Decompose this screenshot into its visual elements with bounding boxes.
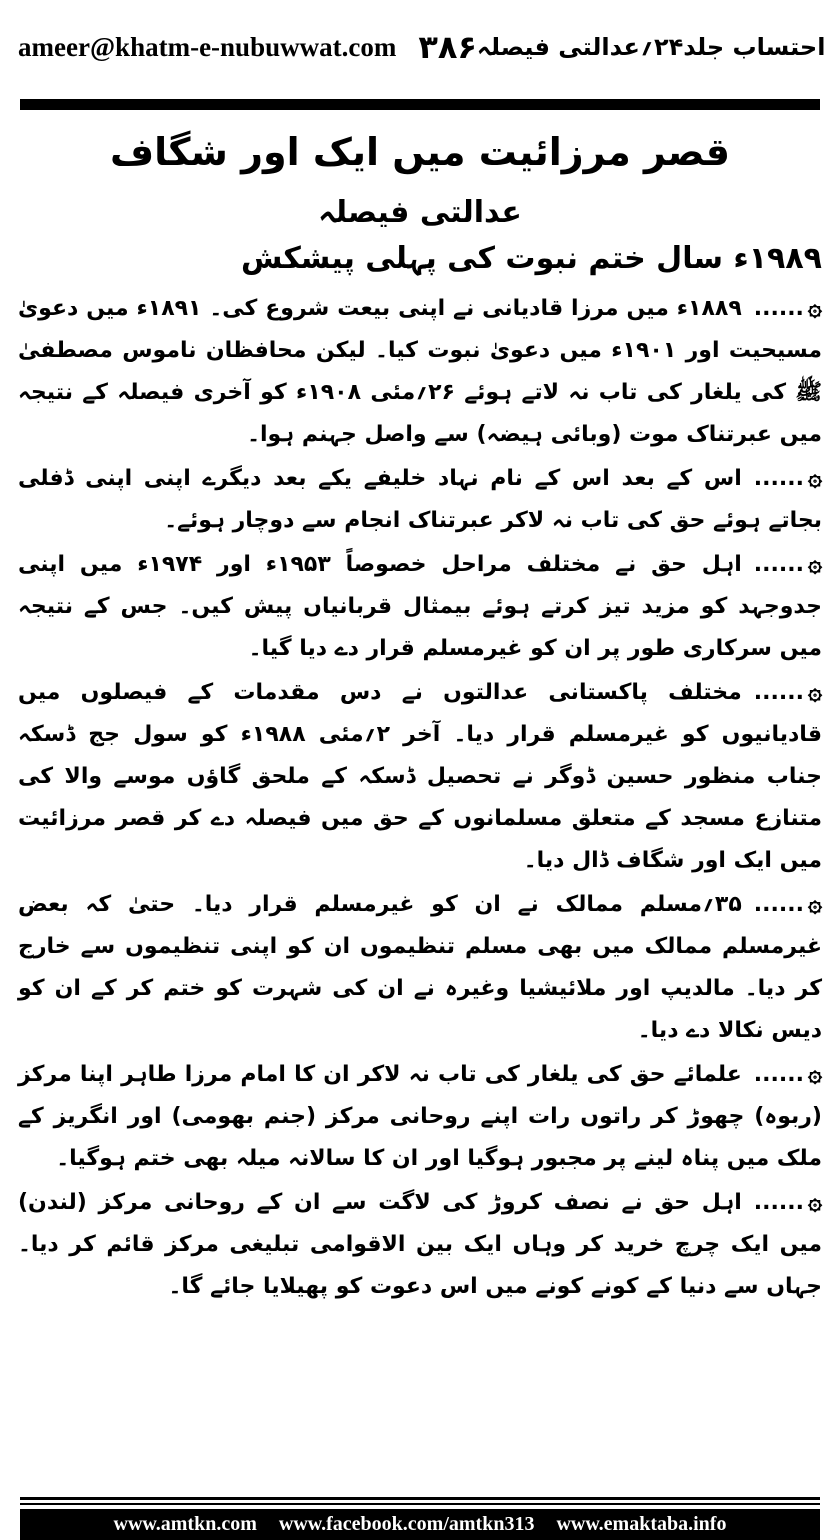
paragraph [18, 1180, 822, 1308]
footer-link[interactable]: www.emaktaba.info [556, 1513, 727, 1535]
paragraph [18, 1052, 822, 1180]
paragraph [18, 456, 822, 542]
header-rule [20, 99, 820, 110]
footer-link[interactable]: www.amtkn.com [113, 1513, 257, 1535]
leader-dots: ...... [753, 1062, 804, 1087]
paragraph [18, 286, 822, 456]
footer-link[interactable]: www.facebook.com/amtkn313 [278, 1513, 535, 1535]
paragraph [18, 670, 822, 882]
page-header [18, 12, 826, 82]
ornament-star-icon: ۞ [807, 677, 822, 705]
paragraph [18, 882, 822, 1052]
paragraph-text: اہل حق نے مختلف مراحل خصوصاً ۱۹۵۳ء اور ۱۹۷۴ء میں اپنی جدوجہد کو مزید تیز کرتے ہوئے بیمثال قربانیاں پیش کیں۔ جس کے نتیجہ میں سرکاری طور پر ان کو غیرمسلم قرار دے دیا گیا۔ [18, 552, 822, 661]
ornament-star-icon: ۞ [807, 463, 822, 491]
leader-dots: ...... [753, 296, 804, 321]
ornament-star-icon: ۞ [807, 1187, 822, 1215]
leader-dots: ...... [753, 892, 804, 917]
running-head: احتساب جلد۲۴؍عدالتی فیصلہ [476, 33, 826, 61]
subtitle: عدالتی فیصلہ [318, 195, 522, 230]
paragraph-text: مختلف پاکستانی عدالتوں نے دس مقدمات کے فیصلوں میں قادیانیوں کو غیرمسلم قرار دیا۔ آخر ۲؍مئی ۱۹۸۸ء کو سول جج ڈسکہ جناب منظور حسین ڈوگر نے تحصیل ڈسکہ کے ملحق گاؤں موسے والا کی متنازع مسجد کے متعلق مسلمانوں کے حق میں فیصلہ دے کر قصر مرزائیت میں ایک اور شگاف ڈال دیا۔ [18, 680, 822, 873]
subtitle-secondary: ۱۹۸۹ء سال ختم نبوت کی پہلی پیشکش [240, 241, 822, 276]
footer-rule [20, 1503, 820, 1505]
page-title: قصر مرزائیت میں ایک اور شگاف [109, 130, 731, 174]
page-number: ۳۸۶ [418, 28, 477, 66]
ornament-star-icon: ۞ [807, 889, 822, 917]
footer-rule [20, 1497, 820, 1500]
leader-dots: ...... [753, 1190, 804, 1215]
paragraph-text: ۳۵؍مسلم ممالک نے ان کو غیرمسلم قرار دیا۔ حتیٰ کہ بعض غیرمسلم ممالک میں بھی مسلم تنظیموں ان کو اپنی تنظیموں سے خارج کر دیا۔ مالدیپ اور ملائیشیا وغیرہ نے ان کی شہرت کو ختم کر کے ان کو دیس نکالا دے دیا۔ [18, 892, 822, 1043]
leader-dots: ...... [753, 466, 804, 491]
leader-dots: ...... [753, 552, 804, 577]
email-address: ameer@khatm-e-nubuwwat.com [18, 32, 397, 62]
ornament-star-icon: ۞ [807, 293, 822, 321]
paragraph-text: اس کے بعد اس کے نام نہاد خلیفے یکے بعد دیگرے اپنی اپنی ڈفلی بجاتے ہوئے حق کی تاب نہ لاکر عبرتناک انجام سے دوچار ہوئے۔ [18, 466, 822, 533]
header-left [18, 27, 477, 67]
ornament-star-icon: ۞ [807, 1059, 822, 1087]
paragraph-text: اہل حق نے نصف کروڑ کی لاگت سے ان کے روحانی مرکز (لندن) میں ایک چرچ خرید کر وہاں ایک بین الاقوامی تبلیغی مرکز قائم کر دیا۔ جہاں سے دنیا کے کونے کونے میں اس دعوت کو پھیلایا جائے گا۔ [18, 1190, 822, 1299]
ornament-star-icon: ۞ [807, 549, 822, 577]
page-content [18, 122, 822, 1308]
paragraph [18, 542, 822, 670]
body-text [18, 286, 822, 1308]
paragraph-text: علمائے حق کی یلغار کی تاب نہ لاکر ان کا امام مرزا طاہر اپنا مرکز (ربوہ) چھوڑ کر راتوں رات اپنے روحانی مرکز (جنم بھومی) اور انگریز کے ملک میں پناہ لینے پر مجبور ہوگیا اور ان کا سالانہ میلہ بھی ختم ہوگیا۔ [18, 1062, 822, 1171]
footer [20, 1509, 820, 1540]
leader-dots: ...... [753, 680, 804, 705]
paragraph-text: ۱۸۸۹ء میں مرزا قادیانی نے اپنی بیعت شروع کی۔ ۱۸۹۱ء میں دعویٰ مسیحیت اور ۱۹۰۱ء میں دعویٰ نبوت کیا۔ لیکن محافظان ناموس مصطفیٰ ﷺ کی یلغار کی تاب نہ لاتے ہوئے ۲۶؍مئی ۱۹۰۸ء کو آخری فیصلہ کے نتیجہ میں عبرتناک موت (وبائی ہیضہ) سے واصل جہنم ہوا۔ [18, 296, 823, 447]
